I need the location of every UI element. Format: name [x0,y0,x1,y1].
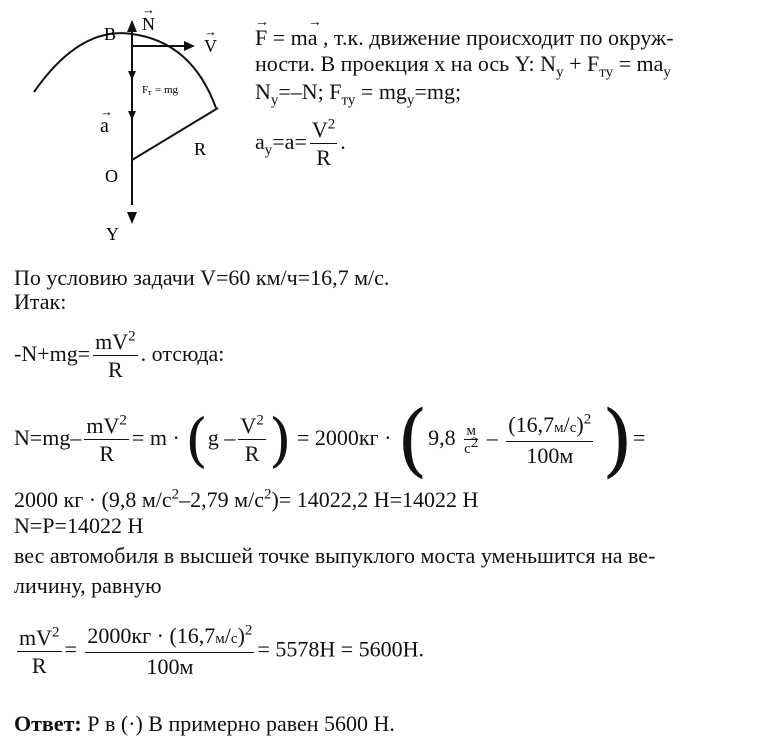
line-ves-2: личину, равную [14,573,162,598]
line-np: N=P=14022 Н [14,513,144,538]
equation-1: -N+mg= $\frac{mV^2}{R}$ . отсюда: [14,328,225,382]
itak-line: Итак: [14,289,67,314]
axis-arrow-1 [128,71,136,80]
v-arrow-head [184,41,195,51]
top-line-4: $a_y=a=$ $\frac{V^2}{R}$ . [255,116,346,170]
top-line-3: $N_y=-N$; $F_{ту} = mg_y=mg$; [255,79,462,109]
top-line-2: ности. В проекция х на ось Y: $N_y + F_{ту} = ma_y$ [255,51,671,81]
label-y: Y [106,224,119,244]
label-a: a [100,115,109,137]
equation-2: N=mg– $\frac{mV^2}{R}$ = m · (g – $\frac{V^2}{R}$ ) = 2000кг · (9,8 $\frac{м}{с^2}$ – $\frac{(16,7м/с)^2}{100м}$ )= [14,393,646,486]
axis-arrow-2 [128,111,136,120]
physics-diagram [0,0,250,250]
top-line-1: → F = m→ a , т.к. движение происходит по окруж- [255,26,674,50]
line-ves-1: вес автомобиля в высшей точке выпуклого моста уменьшится на ве- [14,543,656,568]
equation-3: $\frac{mV^2}{R}$ = $\frac{2000кг \cdot (16,7м/с)^2}{100м}$ = 5578Н = 5600Н. [19,622,425,679]
svg-text:→: → [142,2,155,17]
svg-text:= mg: = mg [155,84,179,96]
n-arrow-head [127,20,137,32]
axis-arrow-3 [127,212,137,224]
label-v: V [204,36,217,56]
label-b: B [104,24,117,44]
svg-text:→: → [204,24,217,39]
label-n: N [142,14,155,34]
svg-text:→: → [100,104,113,119]
label-fg: F [142,84,149,96]
condition-line: По условию задачи V=60 км/ч=16,7 м/с. [14,265,390,290]
svg-text:т: т [148,88,152,97]
label-o: O [105,166,118,186]
line-2000: 2000 кг · (9,8 $м/с^2-2,79$ $м/с^2)= 14022,2$ Н=14022 Н [14,486,479,512]
label-r: R [194,139,207,159]
answer-line: Ответ: Р в (·) В примерно равен 5600 Н. [14,711,395,736]
